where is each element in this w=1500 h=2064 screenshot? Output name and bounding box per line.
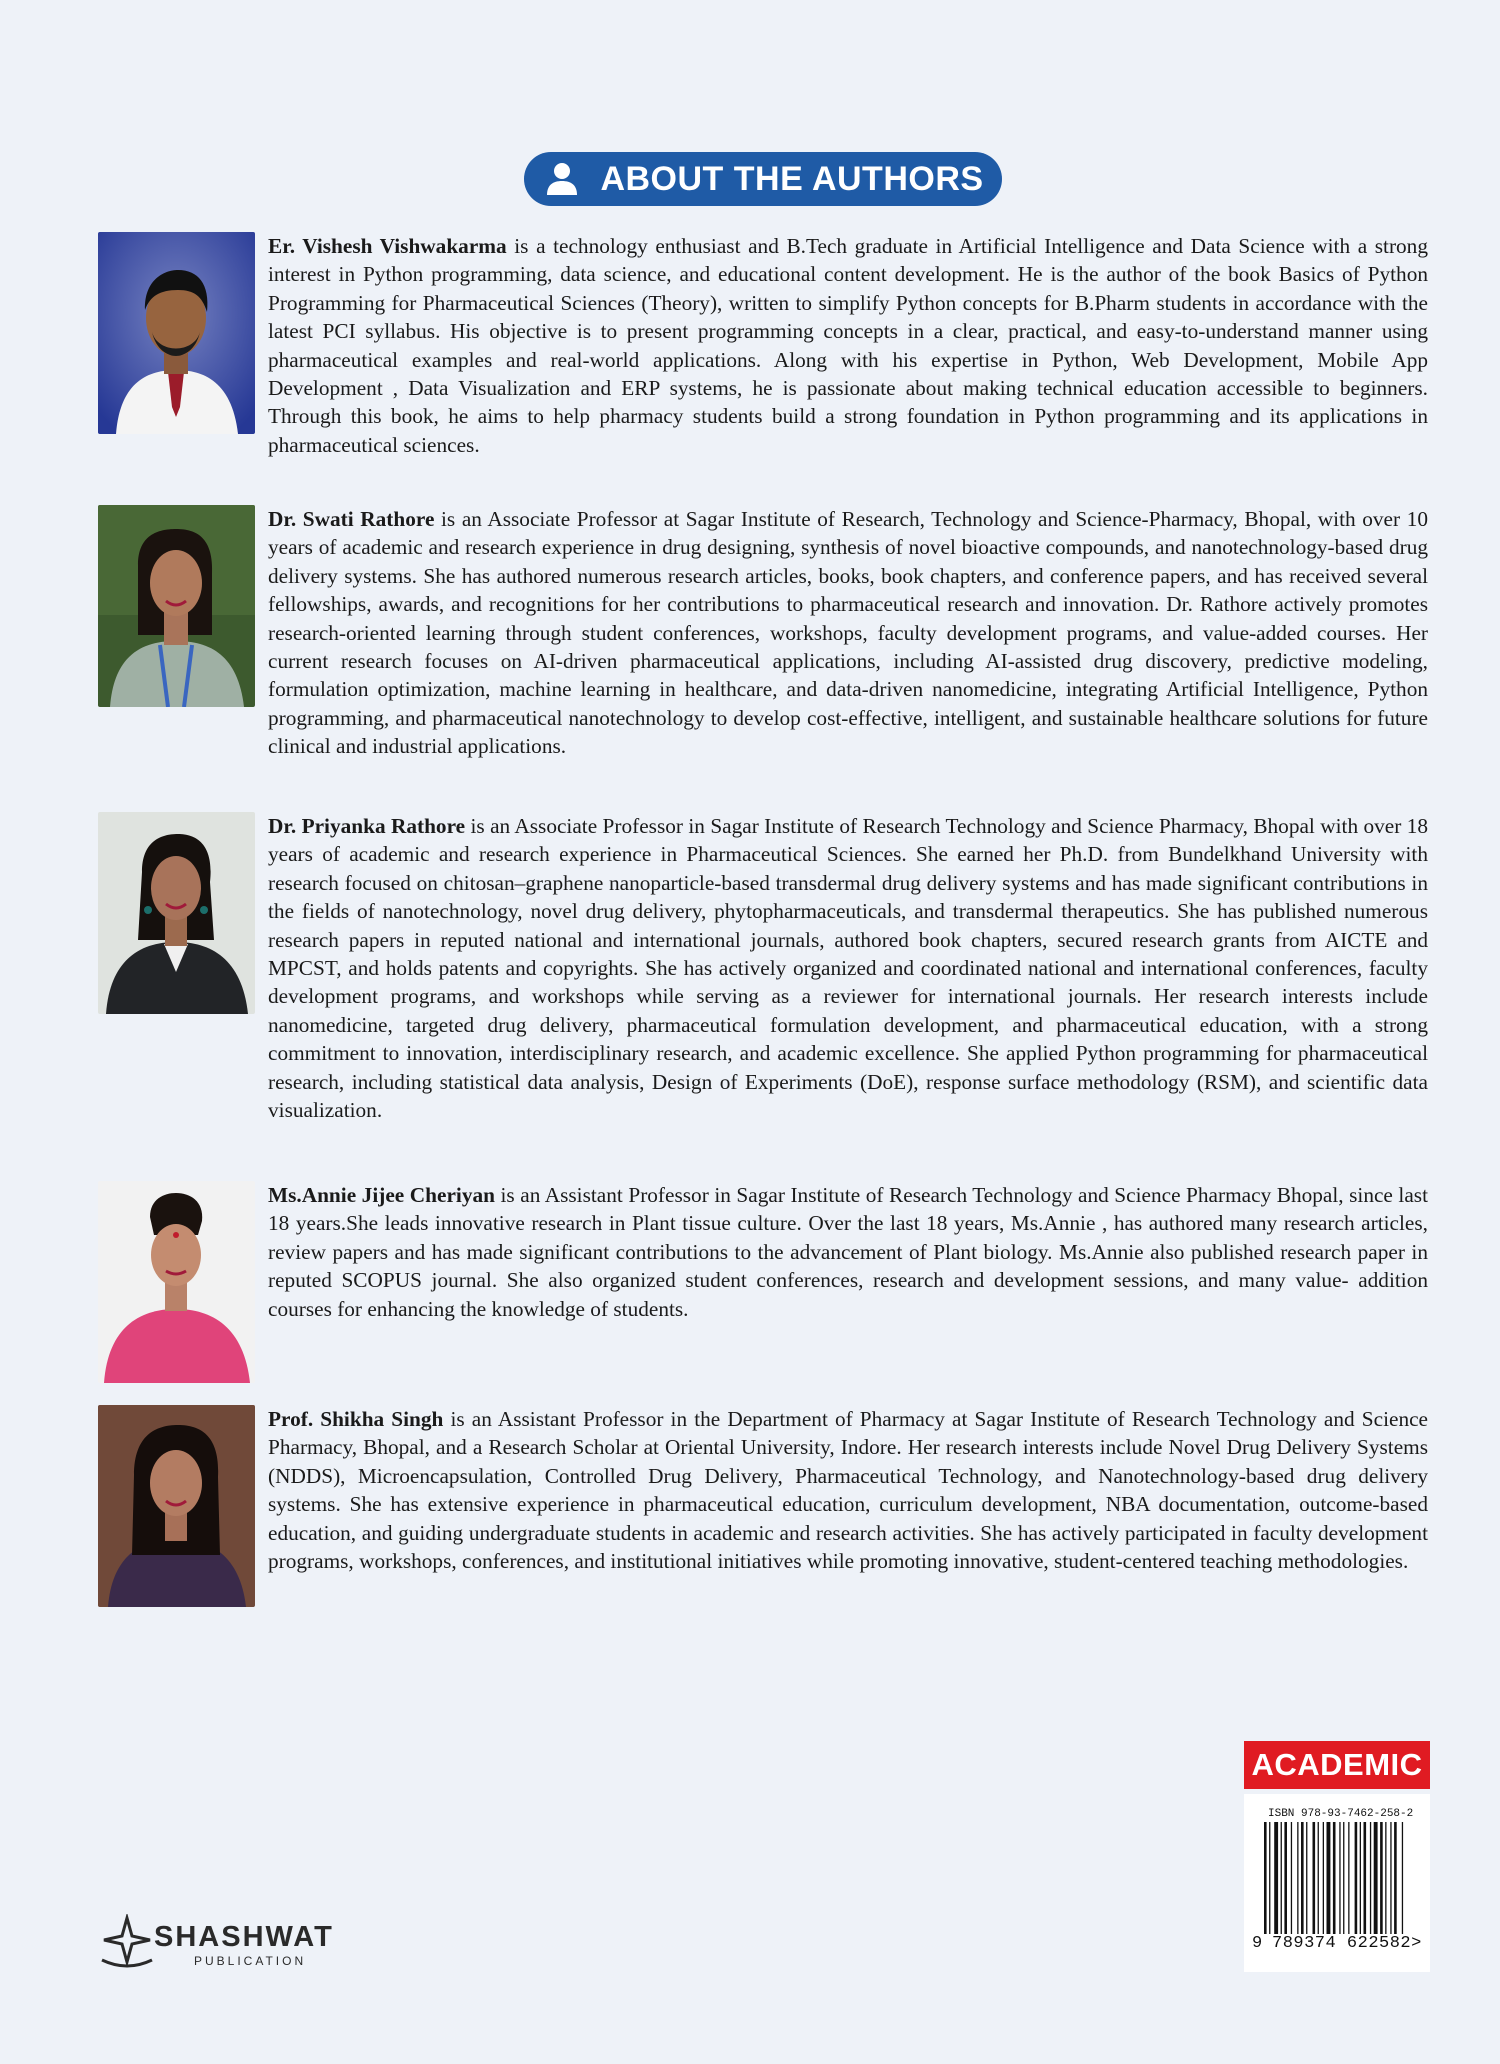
publisher-logo xyxy=(96,1912,336,1972)
author-bio: Dr. Priyanka Rathore is an Associate Professor in Sagar Institute of Research Technology and Science Pharmacy, Bhopal with over 18 years of academic and research experience in Pharmaceutical Sciences. She earned her Ph.D. from Bundelkhand University with research focused on chitosan–graphene nanoparticle-based transdermal drug delivery systems and has made significant contributions in the fields of nanotechnology, novel drug delivery, phytopharmaceuticals, and transdermal therapeutics. She has published numerous research papers in reputed national and international journals, authored book chapters, secured research grants from AICTE and MPCST, and holds patents and copyrights. She has actively organized and coordinated national and international conferences, faculty development programs, and workshops while serving as a reviewer for international journals. Her research interests include nanomedicine, targeted drug delivery, pharmaceutical formulation development, and pharmaceutical education, with a strong commitment to innovation, interdisciplinary research, and academic excellence. She applied Python programming for pharmaceutical research, including statistical data analysis, Design of Experiments (DoE), response surface methodology (RSM), and scientific data visualization. xyxy=(268,814,1428,1123)
author-name: Ms.Annie Jijee Cheriyan xyxy=(268,1183,495,1207)
barcode-bars xyxy=(1264,1822,1414,1934)
star-icon xyxy=(96,1914,158,1970)
publisher-sub: PUBLICATION xyxy=(194,1954,307,1968)
author-bio: Ms.Annie Jijee Cheriyan is an Assistant Professor in Sagar Institute of Research Technology and Science Pharmacy Bhopal, since last 18 years.She leads innovative research in Plant tissue culture. Over the last 18 years, Ms.Annie , has authored many research articles, review papers and has made significant contributions to the advancement of Plant biology. Ms.Annie also published research paper in reputed SCOPUS journal. She also organized student conferences, research and development sessions, and many value- addition courses for enhancing the knowledge of students. xyxy=(268,1183,1428,1321)
section-title: ABOUT THE AUTHORS xyxy=(600,159,984,198)
author-bio: Dr. Swati Rathore is an Associate Professor at Sagar Institute of Research, Technology and Science-Pharmacy, Bhopal, with over 10 years of academic and research experience in drug designing, synthesis of novel bioactive compounds, and nanotechnology-based drug delivery systems. She has authored numerous research articles, books, book chapters, and conference papers, and has received several fellowships, awards, and recognitions for her contributions to pharmaceutical research and innovation. Dr. Rathore actively promotes research-oriented learning through student conferences, workshops, faculty development programs, and value-added courses. Her current research focuses on AI-driven pharmaceutical applications, including AI-assisted drug discovery, predictive modeling, formulation optimization, machine learning in healthcare, and data-driven nanomedicine, integrating Artificial Intelligence, Python programming, and pharmaceutical nanotechnology to develop cost-effective, intelligent, and sustainable healthcare solutions for future clinical and industrial applications. xyxy=(268,507,1428,759)
isbn-text: ISBN 978-93-7462-258-2 xyxy=(1268,1808,1414,1820)
author-photo xyxy=(98,1405,255,1607)
author-name: Prof. Shikha Singh xyxy=(268,1407,444,1431)
author-bio: Prof. Shikha Singh is an Assistant Professor in the Department of Pharmacy at Sagar Institute of Research Technology and Science Pharmacy, Bhopal, and a Research Scholar at Oriental University, Indore. Her research interests include Novel Drug Delivery Systems (NDDS), Microencapsulation, Controlled Drug Delivery, Pharmaceutical Technology, and Nanotechnology-based drug delivery systems. She has extensive experience in pharmaceutical education, curriculum development, NBA documentation, outcome-based education, and guiding undergraduate students in academic and research activities. She has actively participated in faculty development programs, workshops, conferences, and institutional initiatives while promoting innovative, student-centered teaching methodologies. xyxy=(268,1407,1428,1574)
barcode-digits: 789374 622582> xyxy=(1272,1934,1422,1953)
barcode-lead-digit: 9 xyxy=(1252,1934,1263,1953)
author-name: Dr. Swati Rathore xyxy=(268,507,435,531)
author-bio: Er. Vishesh Vishwakarma is a technology enthusiast and B.Tech graduate in Artificial Intelligence and Data Science with a strong interest in Python programming, data science, and educational content development. He is the author of the book Basics of Python Programming for Pharmaceutical Sciences (Theory), written to simplify Python concepts for B.Pharm students in accordance with the latest PCI syllabus. His objective is to present programming concepts in a clear, practical, and easy-to-understand manner using pharmaceutical examples and real-world applications. Along with his expertise in Python, Web Development, Mobile App Development , Data Visualization and ERP systems, he is passionate about making technical education accessible to beginners. Through this book, he aims to help pharmacy students build a strong foundation in Python programming and its applications in pharmaceutical sciences. xyxy=(268,234,1428,457)
author-name: Er. Vishesh Vishwakarma xyxy=(268,234,507,258)
section-header xyxy=(524,152,1002,206)
author-photo xyxy=(98,1181,255,1383)
academic-badge: ACADEMIC xyxy=(1244,1741,1430,1789)
author-photo xyxy=(98,505,255,707)
author-photo xyxy=(98,812,255,1014)
isbn-barcode xyxy=(1244,1794,1430,1972)
user-icon xyxy=(542,159,582,199)
publisher-name: SHASHWAT xyxy=(154,1921,334,1953)
author-name: Dr. Priyanka Rathore xyxy=(268,814,466,838)
author-photo xyxy=(98,232,255,434)
